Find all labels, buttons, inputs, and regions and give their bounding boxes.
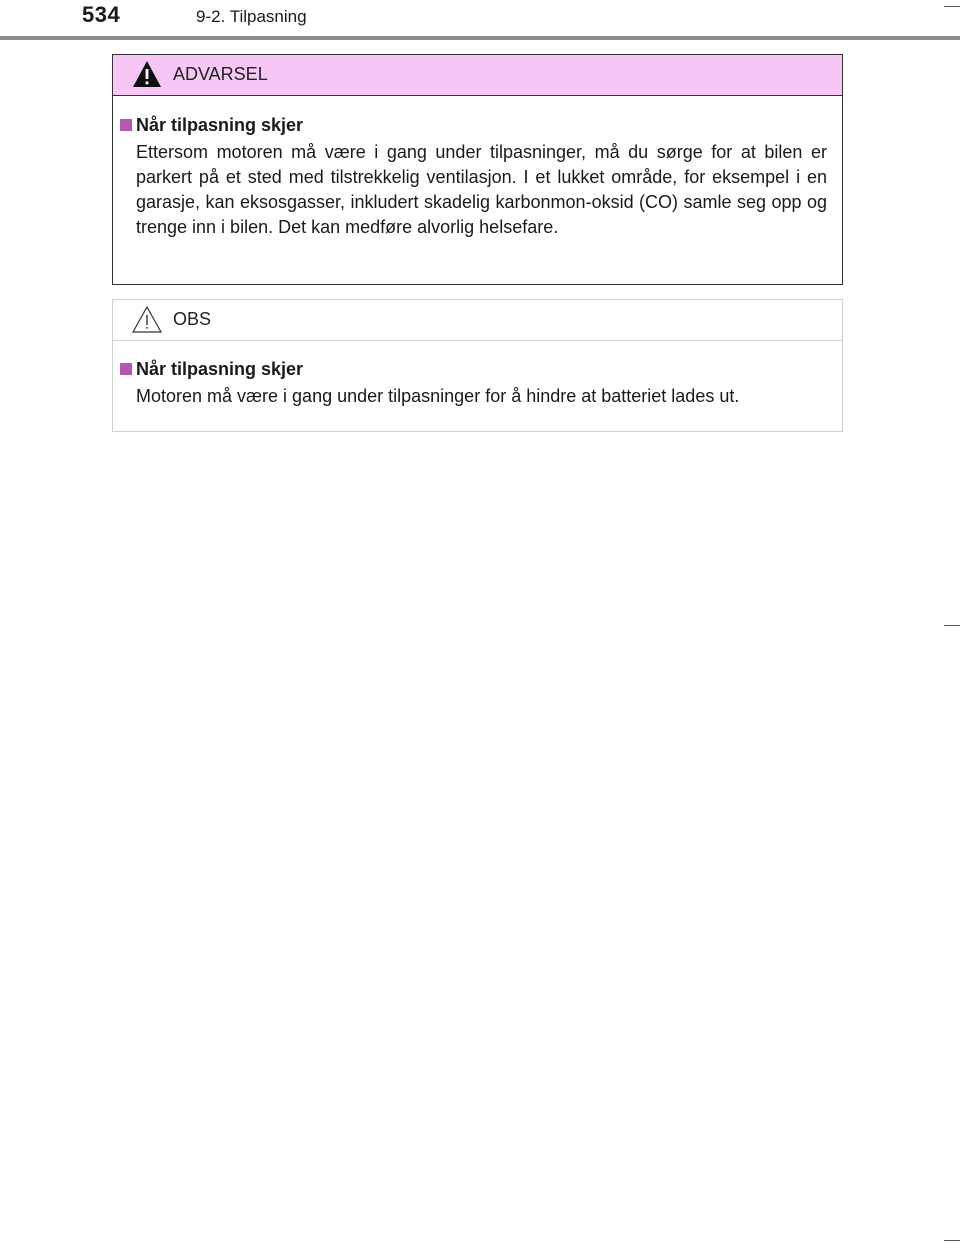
notice-item-title-text: Når tilpasning skjer [136, 359, 304, 379]
warning-label: ADVARSEL [173, 64, 268, 84]
warning-item-text: Ettersom motoren må være i gang under tilpasninger, må du sørge for at bilen er parkert på et sted med tilstrekkelig ventilasjon. I et lukket område, for eksempel i en garasje, kan eksosgasser, inkludert skadelig karbonmon-oksid (CO) samle seg opp og trenge inn i bilen. Det kan medføre alvorlig helsefare. [136, 142, 827, 237]
notice-box [112, 299, 843, 432]
warning-body [113, 96, 842, 240]
crop-mark [944, 625, 960, 626]
crop-mark [944, 6, 960, 7]
warning-item-title-text: Når tilpasning skjer [136, 115, 304, 135]
square-bullet-icon [120, 363, 132, 375]
warning-triangle-filled-icon [131, 59, 163, 89]
section-title: 9-2. Tilpasning [196, 7, 307, 26]
crop-mark [944, 1240, 960, 1241]
page-number: 534 [82, 2, 121, 27]
square-bullet-icon [120, 119, 132, 131]
header-rule [0, 36, 960, 40]
notice-item-title [120, 356, 827, 382]
warning-triangle-outline-icon [131, 304, 163, 334]
notice-item-text: Motoren må være i gang under tilpasninger for å hindre at batteriet lades ut. [136, 386, 740, 406]
notice-label: OBS [173, 309, 212, 329]
warning-box [112, 54, 843, 285]
page-header [0, 0, 960, 40]
notice-header [113, 300, 842, 341]
warning-item-title [120, 112, 827, 138]
warning-header [113, 55, 842, 96]
notice-body [113, 341, 842, 409]
